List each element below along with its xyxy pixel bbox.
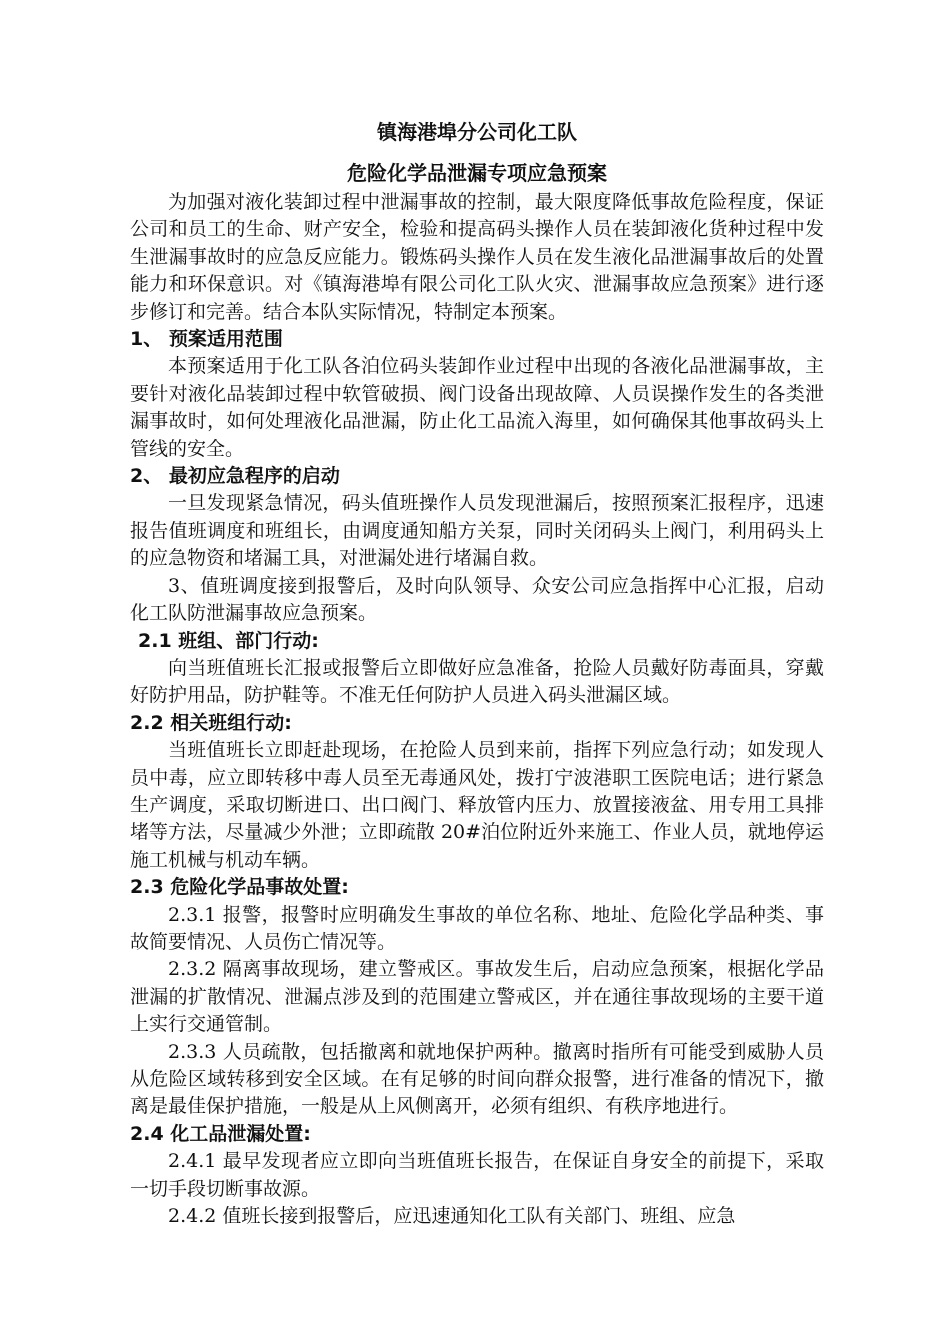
document-page (130, 118, 824, 1230)
section-2-2-heading: 2.2 相关班组行动: (130, 711, 292, 734)
section-2-text-1: 一旦发现紧急情况，码头值班操作人员发现泄漏后，按照预案汇报程序，迅速报告值班调度和班组长，由调度通知船方关泵，同时关闭码头上阀门，利用码头上的应急物资和堵漏工具，对泄漏处进行堵漏自救。 (130, 492, 824, 570)
section-2-1-text: 向当班值班长汇报或报警后立即做好应急准备，抢险人员戴好防毒面具，穿戴好防护用品，防护鞋等。不准无任何防护人员进入码头泄漏区域。 (130, 656, 824, 707)
section-2-4-1-text: 2.4.1 最早发现者应立即向当班值班长报告，在保证自身安全的前提下，采取一切手段切断事故源。 (130, 1150, 824, 1200)
intro-paragraph: 为加强对液化装卸过程中泄漏事故的控制，最大限度降低事故危险程度，保证公司和员工的生命、财产安全，检验和提高码头操作人员在装卸液化货种过程中发生泄漏事故时的应急反应能力。锻炼码头操作人员在发生液化品泄漏事故后的处置能力和环保意识。对《镇海港埠有限公司化工队火灾、泄漏事故应急预案》进行逐步修订和完善。结合本队实际情况，特制定本预案。 (130, 191, 824, 323)
section-1-heading: 1、 预案适用范围 (130, 328, 283, 351)
section-2-3-2-text: 2.3.2 隔离事故现场，建立警戒区。事故发生后，启动应急预案，根据化学品泄漏的扩散情况、泄漏点涉及到的范围建立警戒区，并在通往事故现场的主要干道上实行交通管制。 (130, 958, 824, 1036)
document-title-line2: 危险化学品泄漏专项应急预案 (347, 161, 607, 185)
section-2-3-3-text: 2.3.3 人员疏散，包括撤离和就地保护两种。撤离时指所有可能受到威胁人员从危险区域转移到安全区域。在有足够的时间向群众报警，进行准备的情况下，撤离是最佳保护措施，一般是从上风侧离开，必须有组织、有秩序地进行。 (130, 1040, 824, 1118)
section-2-1-heading: 2.1 班组、部门行动: (138, 629, 319, 652)
section-2-3-heading: 2.3 危险化学品事故处置: (130, 876, 349, 899)
section-2-text-2: 3、值班调度接到报警后，及时向队领导、众安公司应急指挥中心汇报，启动化工队防泄漏事故应急预案。 (130, 574, 824, 625)
section-2-3-1-text: 2.3.1 报警，报警时应明确发生事故的单位名称、地址、危险化学品种类、事故简要情况、人员伤亡情况等。 (130, 903, 824, 953)
document-title-line1: 镇海港埠分公司化工队 (377, 120, 577, 144)
section-2-4-heading: 2.4 化工品泄漏处置: (130, 1122, 311, 1145)
section-1-text: 本预案适用于化工队各泊位码头装卸作业过程中出现的各液化品泄漏事故，主要针对液化品装卸过程中软管破损、阀门设备出现故障、人员误操作发生的各类泄漏事故时，如何处理液化品泄漏，防止化工品流入海里，如何确保其他事故码头上管线的安全。 (130, 355, 824, 460)
section-2-heading: 2、 最初应急程序的启动 (130, 465, 340, 488)
section-2-2-text: 当班值班长立即赶赴现场，在抢险人员到来前，指挥下列应急行动；如发现人员中毒，应立即转移中毒人员至无毒通风处，拨打宁波港职工医院电话；进行紧急生产调度，采取切断进口、出口阀门、释放管内压力、放置接液盆、用专用工具排堵等方法，尽量减少外泄；立即疏散 20#泊位附近外来施工、作业人员，就地停运施工机械与机动车辆。 (130, 739, 824, 871)
section-2-4-2-text: 2.4.2 值班长接到报警后，应迅速通知化工队有关部门、班组、应急 (168, 1205, 736, 1228)
